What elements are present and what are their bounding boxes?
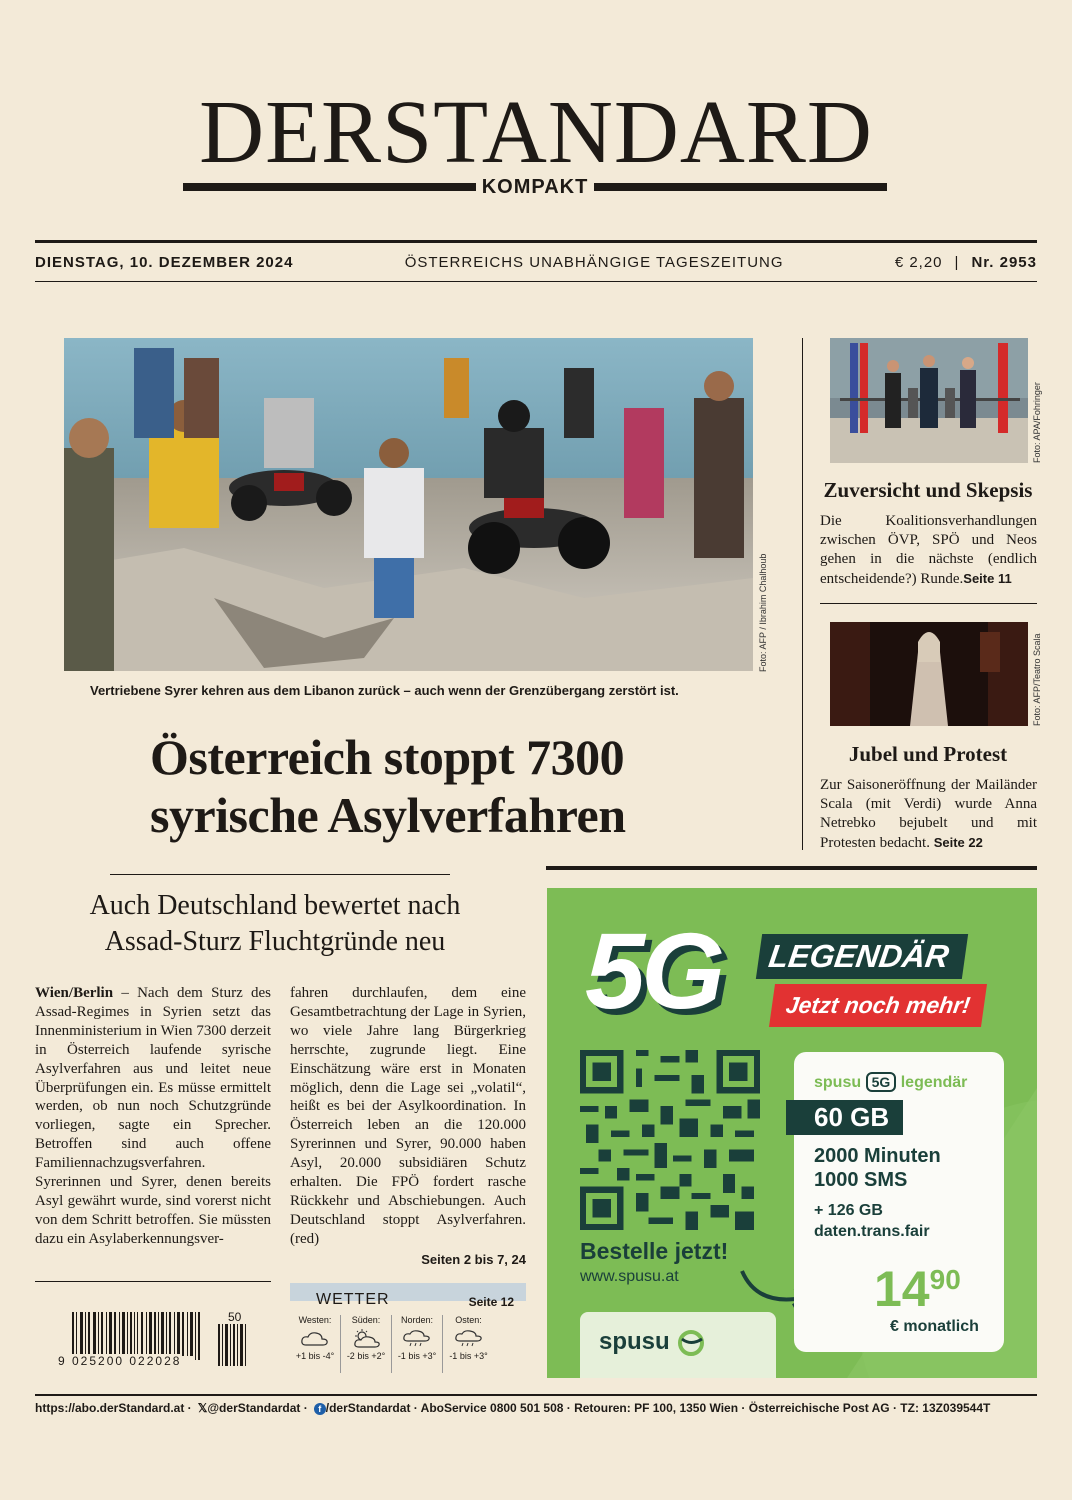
side2-photo-credit: Foto: AFP/Teatro Scala — [1032, 633, 1042, 726]
article-column-1 — [35, 984, 271, 1249]
weather-region-temp: -1 bis +3° — [449, 1351, 488, 1361]
tariff-bonus-sub: daten.trans.fair — [814, 1223, 930, 1240]
rain-cloud-icon — [454, 1329, 484, 1349]
side1-page-ref: Seite 11 — [963, 571, 1012, 586]
sidebar-rule — [802, 338, 803, 850]
rain-cloud-icon — [402, 1329, 432, 1349]
ad-cta[interactable]: Bestelle jetzt! — [580, 1238, 729, 1264]
spusu-advertisement[interactable] — [547, 888, 1037, 1378]
lead-subhead — [40, 888, 510, 960]
side2-photo — [830, 622, 1028, 726]
subhead-line-1: Auch Deutschland bewertet nach — [89, 890, 461, 921]
dateline-bar — [35, 240, 1037, 282]
tariff-price — [874, 1261, 961, 1317]
tariff-brand — [814, 1072, 967, 1092]
article-page-ref: Seiten 2 bis 7, 24 — [421, 1251, 526, 1267]
weather-region-name: Osten: — [455, 1315, 482, 1325]
edition-bar — [183, 176, 887, 198]
side2-photo-image — [830, 622, 1028, 726]
lead-photo-credit: Foto: AFP / Ibrahim Chalhoub — [758, 553, 768, 672]
side1-photo — [830, 338, 1028, 463]
tariff-brand-name: spusu — [814, 1074, 862, 1091]
side2-text — [820, 776, 1037, 853]
lead-photo — [64, 338, 753, 671]
newspaper-logo: DERSTANDARD — [199, 83, 873, 182]
weather-region-name: Süden: — [351, 1315, 381, 1325]
tariff-bonus-gb: + 126 GB — [814, 1202, 883, 1219]
brand-name: spusu — [599, 1328, 670, 1355]
ad-url[interactable]: www.spusu.at — [580, 1268, 679, 1285]
weather-region-temp: -1 bis +3° — [397, 1351, 437, 1361]
side1-photo-image — [830, 338, 1028, 463]
spusu-logo-icon — [676, 1330, 706, 1356]
separator: | — [954, 253, 960, 271]
barcode-number: 9 025200 022028 — [58, 1354, 182, 1368]
ad-rule — [546, 866, 1037, 870]
weather-region-temp: -2 bis +2° — [346, 1351, 386, 1361]
side1-title: Zuversicht und Skepsis — [823, 478, 1033, 502]
ad-more-banner: Jetzt noch mehr! — [769, 984, 987, 1027]
weather-label: WETTER — [316, 1291, 390, 1308]
price-main: 14 — [874, 1261, 930, 1317]
side1-text — [820, 512, 1037, 589]
weather-page-ref: Seite 12 — [468, 1295, 514, 1309]
price-cents: 90 — [929, 1264, 961, 1295]
footer-x-handle: @derStandardat · — [207, 1401, 308, 1415]
weather-region — [341, 1315, 392, 1373]
weather-region-name: Norden: — [400, 1315, 434, 1325]
tariff-sms: 1000 SMS — [814, 1169, 908, 1191]
5g-badge: 5G — [866, 1072, 897, 1092]
headline-rule — [110, 874, 450, 875]
weather-region-name: Westen: — [298, 1315, 332, 1325]
side2-body: Zur Saisoneröffnung der Mailänder Scala (mit Verdi) wurde Anna Netrebko bejubelt und mit Protesten bedacht. — [820, 777, 1037, 851]
x-icon: 𝕏 — [197, 1401, 208, 1415]
tariff-legend: legendär — [900, 1074, 968, 1091]
price-issue — [895, 254, 1037, 271]
side-divider — [820, 603, 1037, 604]
tagline: ÖSTERREICHS UNABHÄNGIGE TAGESZEITUNG — [404, 253, 784, 271]
article-column-2 — [290, 984, 526, 1270]
edition-label: KOMPAKT — [481, 175, 589, 198]
side1-photo-credit: Foto: APA/Fohringer — [1032, 382, 1042, 463]
rule-right — [594, 183, 887, 191]
weather-region-temp: +1 bis -4° — [295, 1351, 335, 1361]
ad-legend-banner: LEGENDÄR — [756, 934, 968, 979]
weather-region — [290, 1315, 341, 1373]
article-text-1: – Nach dem Sturz des Assad-Regimes in Syrien setzt das Innenministerium in Wien 7300 derzeit in Österreich laufende syrische Asylverfahren aus und leitet neue Überprüfungen ein. Es müsse ermittelt werden, ob nun noch Schutzgründe vorliegen, sagte ein Sprecher. Betroffen sind auch offene Familiennachzugsverfahren. Syrerinnen und Syrer, denen bereits Asyl gewährt wurde, sind vorerst nicht von dem Schritt betroffen. Sie müssten dazu ein Asylaberkennungsver- — [35, 985, 271, 1247]
weather-regions — [290, 1315, 526, 1373]
qr-code[interactable] — [580, 1050, 760, 1230]
tariff-bonus — [814, 1200, 930, 1242]
barcode-addon: 50 — [228, 1310, 242, 1324]
weather-region — [392, 1315, 443, 1373]
footer-x[interactable] — [198, 1401, 308, 1415]
footer-rule — [35, 1394, 1037, 1396]
article-dateline: Wien/Berlin — [35, 985, 114, 1001]
price-unit: € monatlich — [890, 1318, 979, 1335]
headline-line-2: syrische Asylverfahren — [150, 787, 626, 843]
tariff-data: 60 GB — [786, 1100, 903, 1135]
weather-header — [290, 1283, 526, 1309]
headline-line-1: Österreich stoppt 7300 — [150, 729, 625, 785]
price: € 2,20 — [894, 253, 943, 271]
tariff-minutes: 2000 Minuten — [814, 1145, 941, 1167]
tariff-minutes-sms — [814, 1144, 941, 1192]
masthead — [0, 83, 1072, 182]
subhead-line-2: Assad-Sturz Fluchtgründe neu — [104, 926, 446, 957]
footer-fb-text: /derStandardat · AboService 0800 501 508 · Retouren: PF 100, 1350 Wien · Österreichische Post AG · TZ: 13Z039544T — [325, 1401, 991, 1415]
facebook-icon: f — [314, 1403, 326, 1415]
lead-headline — [150, 728, 710, 844]
side2-title: Jubel und Protest — [848, 742, 1008, 766]
spusu-logo — [599, 1328, 706, 1356]
issue-date: DIENSTAG, 10. DEZEMBER 2024 — [35, 253, 294, 271]
weather-box — [290, 1283, 526, 1373]
lead-photo-caption: Vertriebene Syrer kehren aus dem Libanon zurück – auch wenn der Grenzübergang zerstört ist. — [90, 683, 679, 698]
sun-cloud-icon — [351, 1329, 381, 1349]
ad-5g-headline: 5G — [585, 910, 722, 1031]
rule-left — [183, 183, 476, 191]
column-rule — [35, 1281, 271, 1282]
footer — [35, 1401, 1037, 1415]
article-text-2: fahren durchlaufen, dem eine Gesamtbetrachtung der Lage in Syrien, wo viele Jahre lang Bürgerkrieg herrschte, zugrunde liegt. Eine Einschätzung wäre erst in Monaten möglich, denn die Lage sei „volatil“, heißt es bei der Asylkoordination. In Österreich leben an die 120.000 Syrerinnen und Syrer, 90.000 haben Asyl, 20.000 subsidiären Schutz erhalten. Die FPÖ fordert rasche Rückkehr und Abschiebungen. Auch Deutschland stoppt Asylverfahren. (red) — [290, 985, 526, 1247]
weather-region — [443, 1315, 494, 1373]
footer-abo-link[interactable]: https://abo.derStandard.at · — [35, 1401, 192, 1415]
lead-photo-image — [64, 338, 753, 671]
issue-number: Nr. 2953 — [971, 253, 1037, 271]
side2-page-ref: Seite 22 — [933, 835, 983, 850]
cloud-icon — [300, 1329, 330, 1349]
tariff-card — [794, 1052, 1004, 1352]
side1-body: Die Koalitionsverhandlungen zwischen ÖVP, SPÖ und Neos gehen in die nächste (endlich entscheidende?) Runde. — [820, 513, 1037, 587]
footer-fb[interactable] — [314, 1401, 991, 1415]
